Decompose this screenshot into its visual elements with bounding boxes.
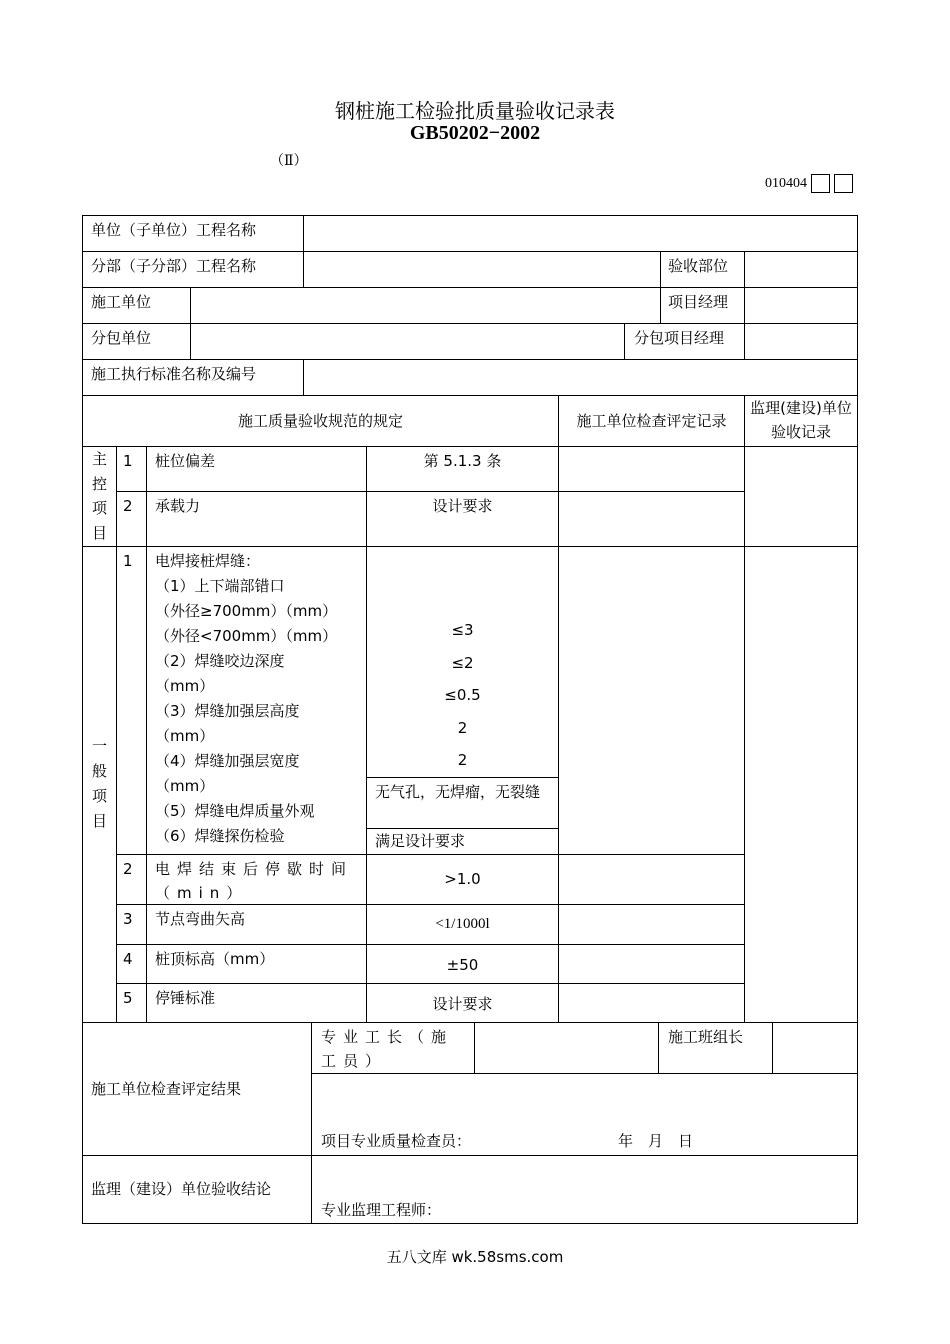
standard-name-label: 施工执行标准名称及编号 (91, 365, 257, 383)
subproject-name-label: 分部（子分部）工程名称 (91, 257, 257, 275)
supervision-column-header: 监理(建设)单位验收记录 (750, 399, 852, 441)
general-item-3-name: 节点弯曲矢高 (155, 910, 246, 928)
project-name-label: 单位（子单位）工程名称 (91, 221, 257, 239)
foreman-label: 专业工长（施工员） (321, 1028, 454, 1070)
main-item-1-no: 1 (123, 452, 133, 470)
general-item-4-value: ±50 (446, 956, 479, 974)
main-items-label: 主 控 项 目 (91, 450, 107, 542)
standard-code: GB50202−2002 (409, 122, 541, 144)
general-item-1-check[interactable] (559, 547, 744, 854)
subcontractor-label: 分包单位 (91, 329, 152, 347)
form-code-number: 010404 (765, 175, 807, 191)
general-item-4-name: 桩顶标高（mm） (155, 950, 275, 968)
standard-name-field[interactable] (304, 360, 857, 395)
general-item-1-values: ≤3 ≤2 ≤0.5 2 2 (444, 621, 481, 769)
general-items-label: 一 般 项 目 (91, 737, 107, 830)
form-code (765, 174, 853, 193)
general-item-5-value: 设计要求 (432, 995, 493, 1013)
subproject-name-field[interactable] (304, 252, 660, 287)
contractor-label: 施工单位 (91, 293, 152, 311)
main-item-1-check[interactable] (559, 447, 744, 491)
main-item-2-no: 2 (123, 497, 133, 515)
general-item-2-check[interactable] (559, 855, 744, 904)
footer-watermark: 五八文库 wk.58sms.com (386, 1248, 564, 1266)
sub-project-manager-label: 分包项目经理 (634, 329, 725, 347)
subcontractor-field[interactable] (191, 324, 624, 359)
acceptance-part-label: 验收部位 (668, 257, 729, 275)
general-item-1-inspection: 满足设计要求 (375, 832, 466, 850)
result-label: 施工单位检查评定结果 (91, 1079, 242, 1098)
acceptance-part-field[interactable] (745, 252, 857, 287)
main-supervision-record[interactable] (745, 447, 857, 546)
spec-column-header: 施工质量验收规范的规定 (237, 411, 403, 430)
general-item-2-value: >1.0 (444, 870, 481, 888)
general-item-5-check[interactable] (559, 984, 744, 1022)
general-item-1-lines: 电焊接桩焊缝： （1）上下端部错口 （外径≥700mm）（mm） （外径<700mm）（mm） （2）焊缝咬边深度 （mm） （3）焊缝加强层高度 （mm） （4）焊缝加强层宽度 （mm） （5）焊缝电焊质量外观 （6）焊缝探伤检验 (155, 552, 338, 845)
general-item-1-appearance: 无气孔，无焊瘤，无裂缝 (375, 783, 541, 801)
subtitle: （Ⅱ） (270, 153, 308, 169)
main-item-2-value: 设计要求 (432, 497, 493, 515)
general-item-3-no: 3 (123, 910, 133, 928)
check-column-header: 施工单位检查评定记录 (576, 411, 727, 430)
general-item-1-no: 1 (123, 552, 133, 570)
main-item-1-name: 桩位偏差 (155, 452, 216, 470)
page-title: 钢桩施工检验批质量验收记录表 (335, 99, 615, 123)
result-date: 年 月 日 (618, 1132, 694, 1150)
general-item-5-no: 5 (123, 989, 133, 1007)
foreman-field[interactable] (475, 1023, 658, 1073)
team-leader-label: 施工班组长 (668, 1028, 744, 1046)
inspector-label: 项目专业质量检查员： (321, 1132, 472, 1150)
project-manager-field[interactable] (745, 288, 857, 323)
general-item-2-name: 电焊结束后停歇时间（min） (155, 860, 354, 902)
main-item-2-check[interactable] (559, 492, 744, 546)
main-item-1-value: 第 5.1.3 条 (423, 452, 502, 470)
code-box-2[interactable] (834, 174, 853, 193)
general-item-5-name: 停锤标准 (155, 989, 216, 1007)
supervising-engineer-label: 专业监理工程师： (321, 1201, 442, 1219)
conclusion-label: 监理（建设）单位验收结论 (91, 1180, 272, 1198)
team-leader-field[interactable] (773, 1023, 857, 1073)
general-item-3-check[interactable] (559, 905, 744, 944)
contractor-field[interactable] (191, 288, 660, 323)
general-item-2-no: 2 (123, 860, 133, 878)
code-box-1[interactable] (811, 174, 830, 193)
project-manager-label: 项目经理 (668, 293, 729, 311)
sub-project-manager-field[interactable] (745, 324, 857, 359)
general-supervision-record[interactable] (745, 547, 857, 1022)
general-item-3-value: <1/1000l (435, 916, 490, 932)
general-item-4-no: 4 (123, 950, 133, 968)
general-item-4-check[interactable] (559, 945, 744, 983)
main-item-2-name: 承载力 (155, 497, 201, 515)
project-name-field[interactable] (304, 216, 857, 251)
